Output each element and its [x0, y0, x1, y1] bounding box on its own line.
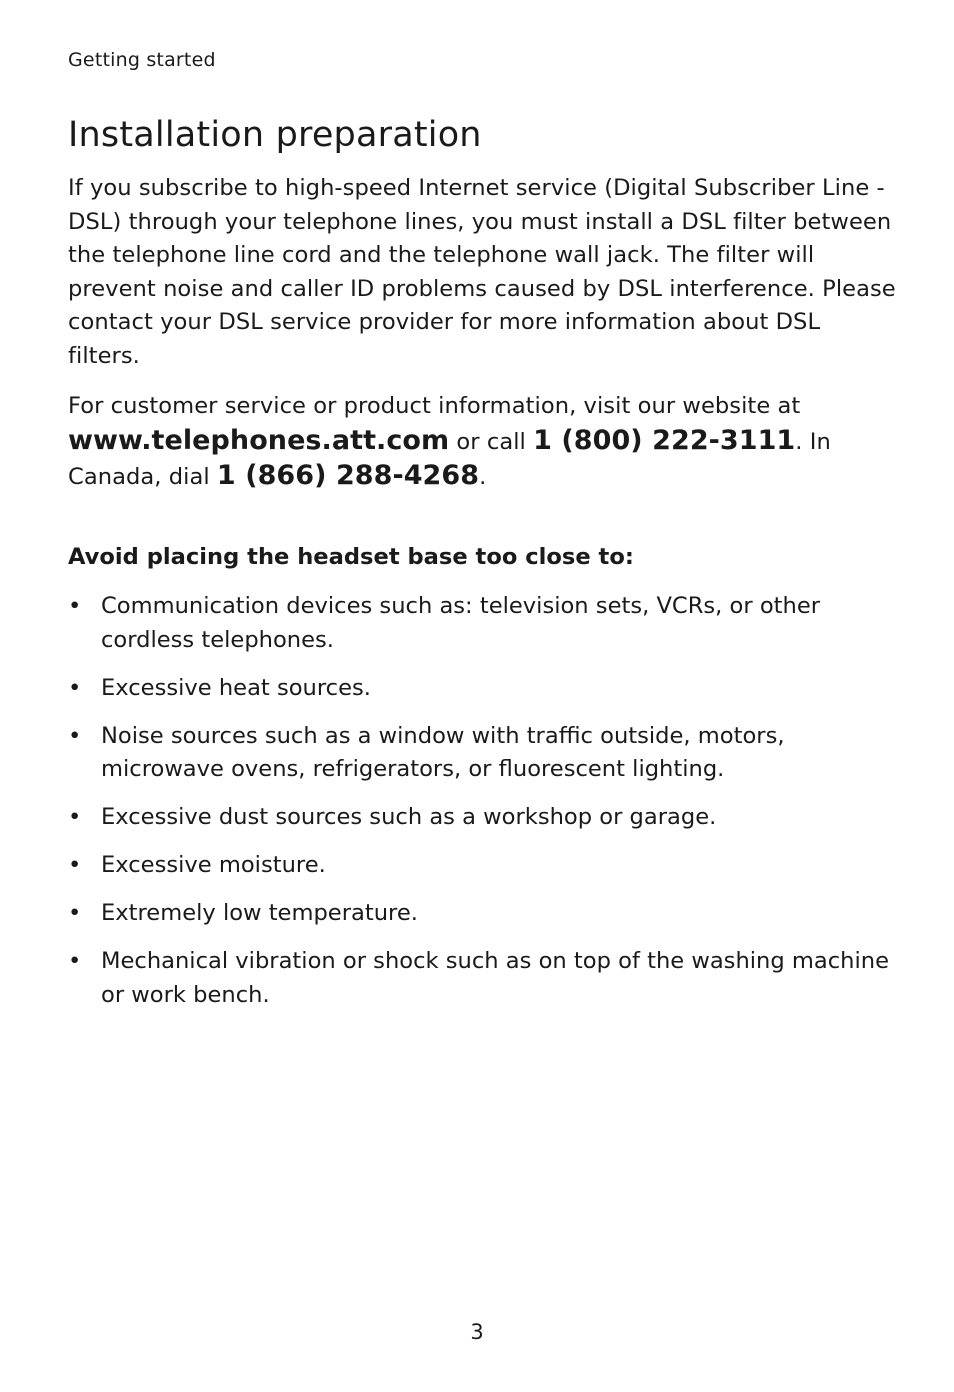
bullet-icon: •: [68, 674, 82, 701]
bullet-icon: •: [68, 722, 82, 749]
bullet-icon: •: [68, 804, 82, 831]
contact-lead-text: For customer service or product information, visit our website at: [68, 393, 801, 419]
list-item: [68, 590, 898, 657]
list-item: [68, 897, 898, 931]
contact-paragraph: [68, 390, 898, 495]
intro-paragraph: If you subscribe to high-speed Internet service (Digital Subscriber Line - DSL) through your telephone lines, you must install a DSL filter between the telephone line cord and the telephone wall jack. The filter will prevent noise and caller ID problems caused by DSL interference. Please contact your DSL service provider for more information about DSL filters.: [68, 175, 896, 369]
bullet-icon: •: [68, 852, 82, 879]
canada-lead-text: . In Canada, dial: [68, 428, 831, 491]
bullet-icon: •: [68, 593, 82, 619]
avoid-list: [68, 590, 898, 1027]
list-item-text: Mechanical vibration or shock such as on top of the washing machine or work bench.: [101, 948, 889, 1008]
bullet-icon: •: [68, 900, 82, 927]
list-item-text: Noise sources such as a window with traffic outside, motors, microwave ovens, refrigerators, or fluorescent lighting.: [101, 722, 785, 783]
list-item-text: Communication devices such as: television sets, VCRs, or other cordless telephones.: [101, 593, 821, 653]
bullet-icon: •: [68, 948, 82, 975]
list-item: [68, 672, 898, 706]
list-item: [68, 849, 898, 883]
us-phone-number: 1 (800) 222-3111: [533, 424, 796, 456]
list-item: [68, 720, 898, 787]
list-item-text: Excessive heat sources.: [101, 674, 371, 701]
list-item: [68, 945, 898, 1012]
running-header: Getting started: [68, 49, 216, 71]
contact-end-text: .: [479, 464, 487, 491]
avoid-heading: Avoid placing the headset base too close to:: [68, 544, 634, 570]
list-item-text: Extremely low temperature.: [101, 900, 418, 927]
or-call-text: or call: [449, 428, 534, 455]
page-title: Installation preparation: [68, 115, 482, 155]
list-item: [68, 801, 898, 835]
list-item-text: Excessive dust sources such as a workshop or garage.: [101, 804, 717, 831]
canada-phone-number: 1 (866) 288-4268: [216, 460, 480, 492]
website-link[interactable]: www.telephones.att.com: [68, 424, 450, 456]
list-item-text: Excessive moisture.: [101, 852, 326, 879]
page-number: 3: [470, 1320, 484, 1344]
